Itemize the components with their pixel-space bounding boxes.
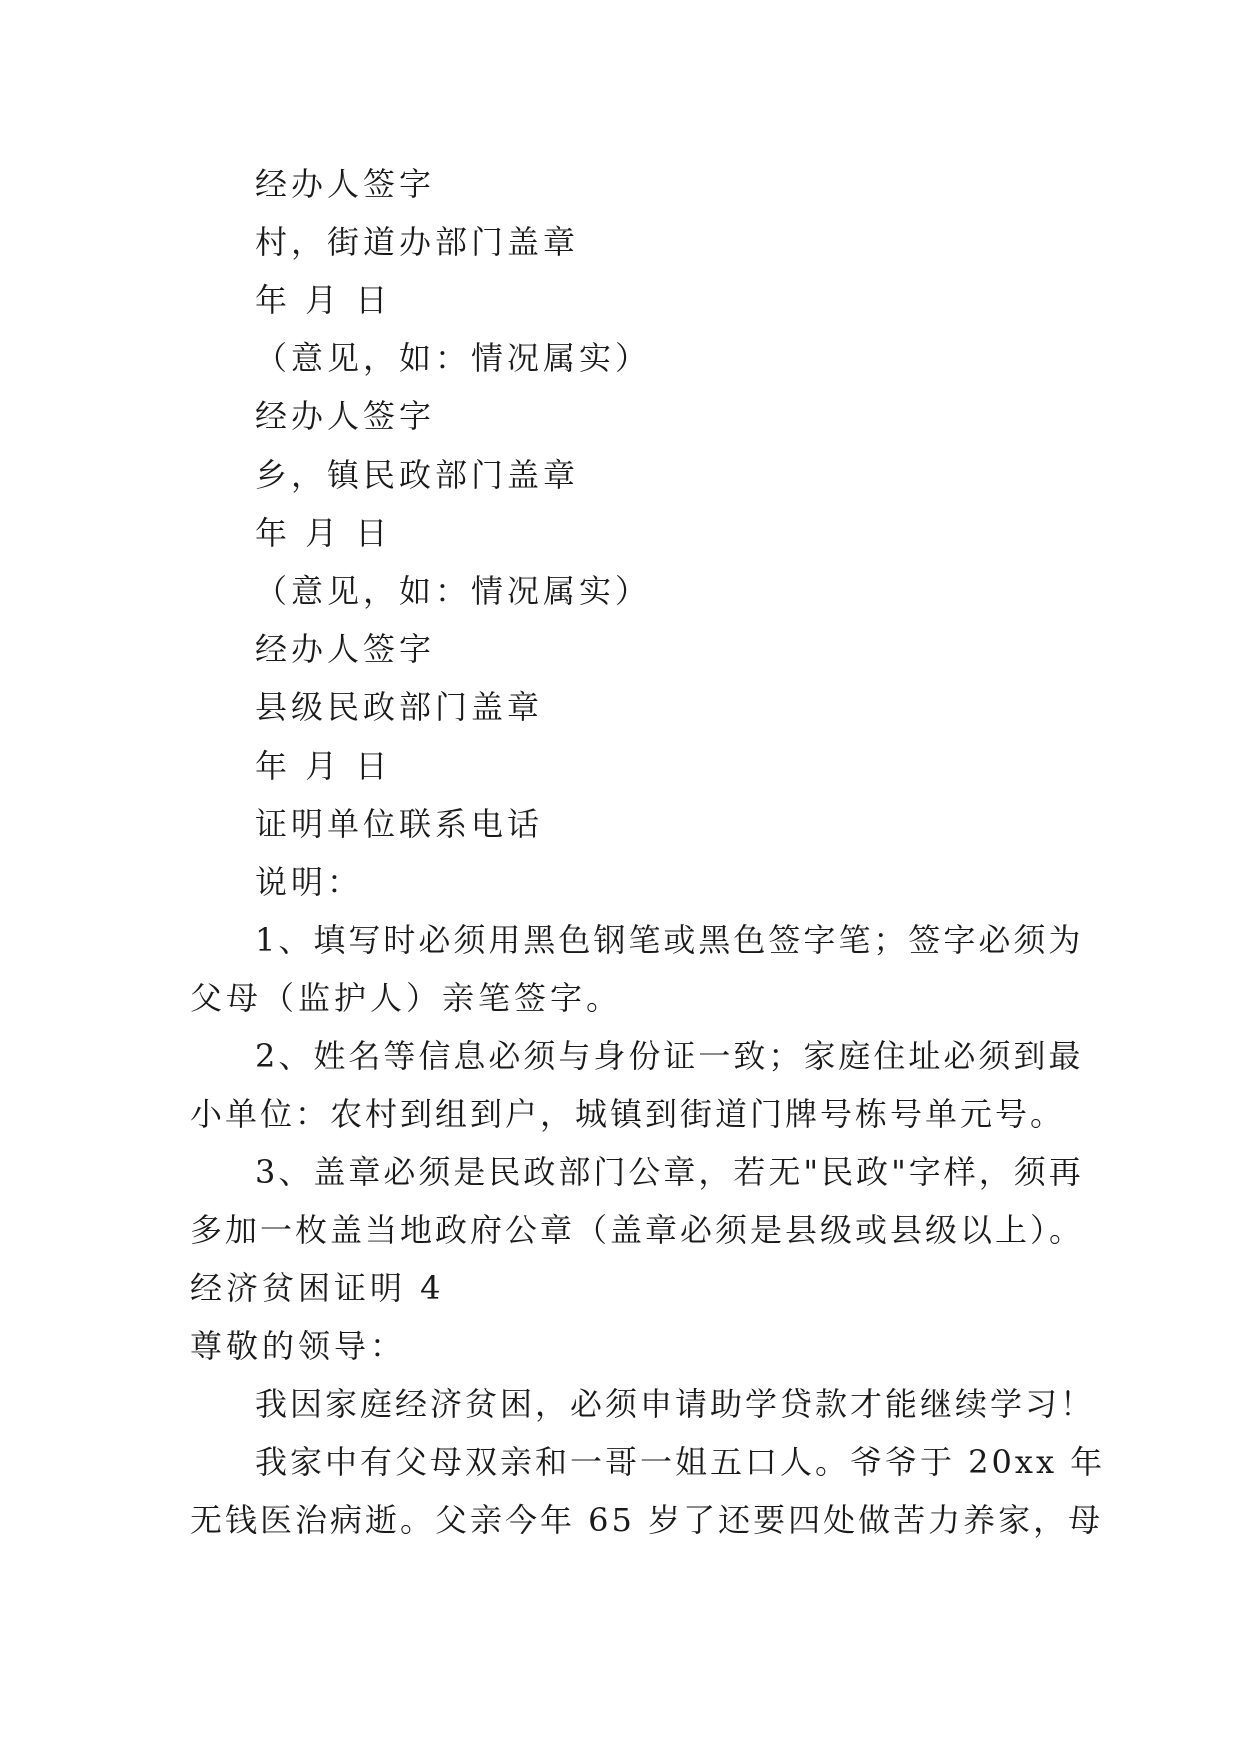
text-line: 年 月 日 xyxy=(255,747,392,785)
salutation: 尊敬的领导： xyxy=(190,1327,407,1365)
text-line: 父母（监护人）亲笔签字。 xyxy=(190,979,623,1017)
section-heading: 经济贫困证明 4 xyxy=(190,1269,445,1307)
text-line: 说明： xyxy=(255,863,364,901)
text-line: 年 月 日 xyxy=(255,514,392,552)
text-line: 我因家庭经济贫困，必须申请助学贷款才能继续学习！ xyxy=(255,1385,1096,1423)
text-line: 县级民政部门盖章 xyxy=(255,688,544,726)
text-line: 年 月 日 xyxy=(255,281,392,319)
text-line: 多加一枚盖当地政府公章（盖章必须是县级或县级以上）。 xyxy=(190,1211,1085,1249)
text-line: 1、填写时必须用黑色钢笔或黑色签字笔；签字必须为 xyxy=(255,921,1084,959)
text-line: 乡，镇民政部门盖章 xyxy=(255,456,580,494)
text-line: 经办人签字 xyxy=(255,397,436,435)
text-line: 2、姓名等信息必须与身份证一致；家庭住址必须到最 xyxy=(255,1037,1084,1075)
text-line: （意见，如：情况属实） xyxy=(255,339,652,377)
text-line: 无钱医治病逝。父亲今年 65 岁了还要四处做苦力养家，母 xyxy=(190,1501,1104,1539)
text-line: （意见，如：情况属实） xyxy=(255,572,652,610)
text-line: 小单位：农村到组到户，城镇到街道门牌号栋号单元号。 xyxy=(190,1095,1066,1133)
text-line: 我家中有父母双亲和一哥一姐五口人。爷爷于 20xx 年 xyxy=(255,1443,1106,1481)
text-line: 村，街道办部门盖章 xyxy=(255,223,580,261)
text-line: 经办人签字 xyxy=(255,630,436,668)
text-line: 证明单位联系电话 xyxy=(255,805,544,843)
text-line: 3、盖章必须是民政部门公章，若无"民政"字样，须再 xyxy=(255,1153,1084,1191)
text-line: 经办人签字 xyxy=(255,165,436,203)
